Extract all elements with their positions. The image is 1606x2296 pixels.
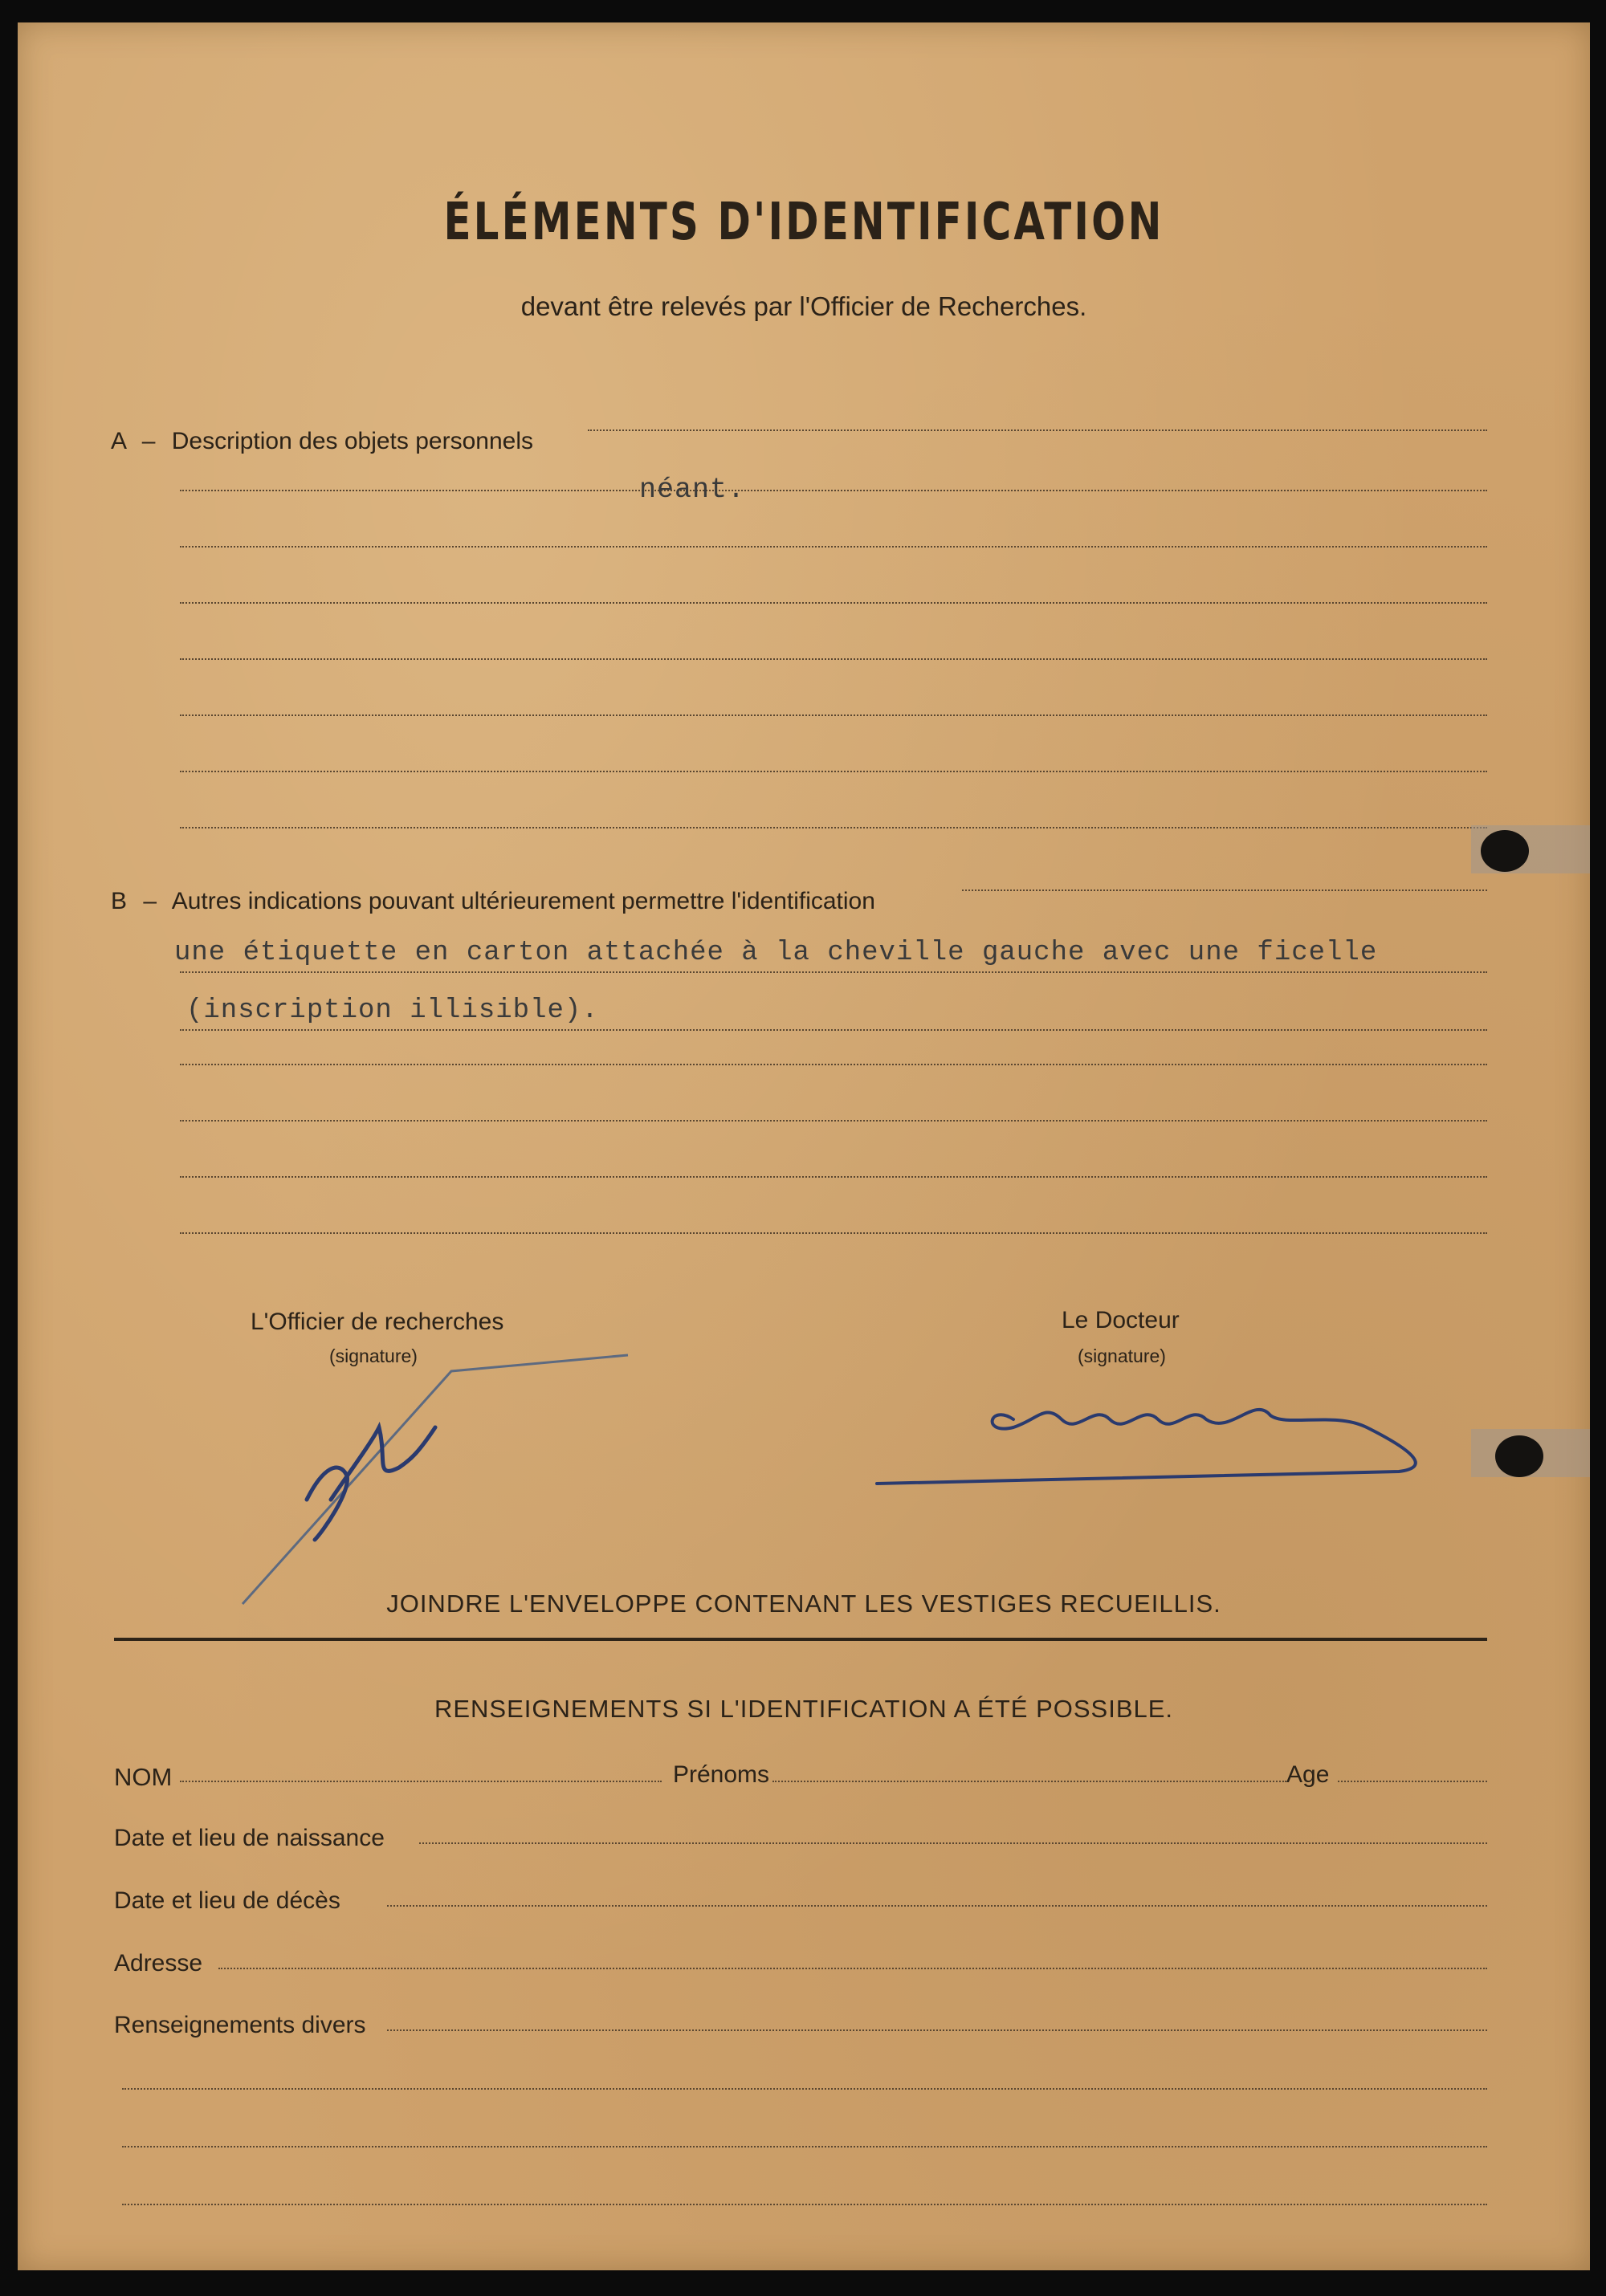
- section-b-heading: B – Autres indications pouvant ultérieurement permettre l'identification: [111, 888, 875, 914]
- section-a-letter: A: [111, 428, 126, 454]
- section-a-line-6[interactable]: [180, 714, 1487, 716]
- divers-field-line-1[interactable]: [387, 2029, 1487, 2031]
- adresse-label: Adresse: [114, 1950, 203, 1976]
- age-field[interactable]: [1338, 1781, 1487, 1782]
- identification-heading: RENSEIGNEMENTS SI L'IDENTIFICATION A ÉTÉ POSSIBLE.: [434, 1695, 1174, 1723]
- section-a-typed-value: néant.: [639, 474, 746, 506]
- naissance-label: Date et lieu de naissance: [114, 1825, 385, 1851]
- section-b-line-7[interactable]: [180, 1232, 1487, 1234]
- section-divider: [114, 1638, 1487, 1641]
- prenoms-label: Prénoms: [673, 1761, 770, 1788]
- section-b-typed-line-2: (inscription illisible).: [186, 995, 599, 1026]
- divers-field-line-4[interactable]: [122, 2204, 1487, 2205]
- divers-field-line-3[interactable]: [122, 2146, 1487, 2147]
- doctor-signature-sublabel: (signature): [1078, 1345, 1166, 1366]
- section-b-line-4[interactable]: [180, 1064, 1487, 1065]
- officer-signature-sublabel: (signature): [329, 1345, 418, 1366]
- doctor-signature-label: Le Docteur: [1062, 1307, 1180, 1333]
- section-b-line-3[interactable]: [180, 1029, 1487, 1031]
- section-a-line-1[interactable]: [588, 429, 1487, 431]
- section-b-line-5[interactable]: [180, 1120, 1487, 1122]
- nom-label: NOM: [114, 1763, 173, 1791]
- nom-field[interactable]: [180, 1781, 662, 1782]
- section-a-line-7[interactable]: [180, 771, 1487, 772]
- form-title: ÉLÉMENTS D'IDENTIFICATION: [443, 193, 1164, 252]
- section-b-label: Autres indications pouvant ultérieurement permettre l'identification: [171, 888, 875, 914]
- divers-label: Renseignements divers: [114, 2012, 366, 2038]
- section-b-line-1[interactable]: [962, 889, 1487, 891]
- deces-label: Date et lieu de décès: [114, 1887, 340, 1914]
- section-b-typed-line-1: une étiquette en carton attachée à la cheville gauche avec une ficelle: [174, 938, 1378, 968]
- section-b-letter: B: [111, 888, 128, 914]
- section-b-line-2[interactable]: [180, 971, 1487, 973]
- age-label: Age: [1286, 1761, 1330, 1788]
- envelope-instruction: JOINDRE L'ENVELOPPE CONTENANT LES VESTIGES RECUEILLIS.: [386, 1590, 1221, 1618]
- section-a-heading: A – Description des objets personnels: [111, 428, 533, 454]
- adresse-field[interactable]: [218, 1968, 1487, 1969]
- divers-field-line-2[interactable]: [122, 2088, 1487, 2090]
- section-a-line-5[interactable]: [180, 658, 1487, 660]
- officer-signature-label: L'Officier de recherches: [251, 1309, 504, 1335]
- deces-field[interactable]: [387, 1905, 1487, 1907]
- section-a-line-3[interactable]: [180, 546, 1487, 548]
- prenoms-field[interactable]: [772, 1781, 1286, 1782]
- form-subtitle: devant être relevés par l'Officier de Recherches.: [520, 291, 1087, 321]
- section-a-line-4[interactable]: [180, 602, 1487, 604]
- punch-hole-top: [1481, 830, 1529, 872]
- section-a-line-2[interactable]: [180, 490, 1487, 491]
- form-sheet: [18, 22, 1590, 2270]
- doctor-signature-mark: [853, 1371, 1463, 1500]
- naissance-field[interactable]: [419, 1842, 1487, 1844]
- punch-hole-bottom: [1495, 1435, 1543, 1477]
- section-a-label: Description des objets personnels: [171, 428, 533, 454]
- officer-signature-mark: [210, 1339, 660, 1628]
- section-b-line-6[interactable]: [180, 1176, 1487, 1178]
- section-a-line-8[interactable]: [180, 827, 1487, 828]
